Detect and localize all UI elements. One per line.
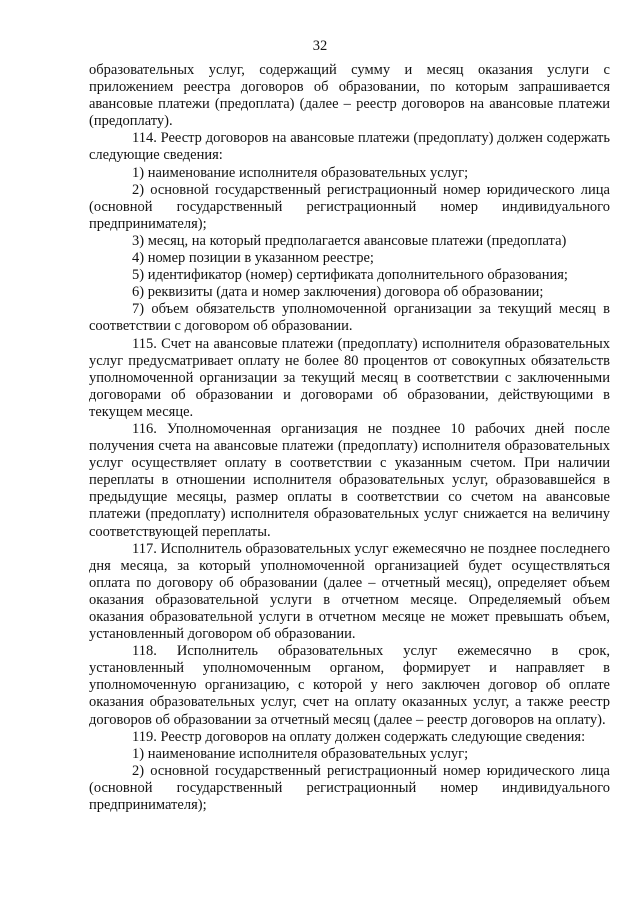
list-item: 4) номер позиции в указанном реестре; — [132, 250, 374, 267]
list-item: 2) основной государственный регистрационный номер юридического лица (основной государственный регистрационный номер индивидуального предпринимателя); — [89, 762, 610, 814]
paragraph-117: 117. Исполнитель образовательных услуг ежемесячно не позднее последнего дня месяца, за который уполномоченной организацией будет осуществляться оплата по договору об образовании (далее – отчетный месяц), определяет объем оказания образовательной услуги в отчетном месяце. Определяемый объем оказания образовательной услуги в отчетном месяце не может превышать объем, установленный договором об образовании. — [89, 540, 610, 643]
paragraph-114: 114. Реестр договоров на авансовые платежи (предоплату) должен содержать следующие сведения: — [89, 130, 610, 164]
document-body — [89, 62, 610, 814]
list-item: 6) реквизиты (дата и номер заключения) договора об образовании; — [132, 284, 544, 301]
list-item: 2) основной государственный регистрационный номер юридического лица (основной государственный регистрационный номер индивидуального предпринимателя); — [89, 181, 610, 232]
page-number: 32 — [312, 38, 328, 54]
list-item: 3) месяц, на который предполагается авансовые платежи (предоплата) — [132, 232, 567, 249]
paragraph-119: 119. Реестр договоров на оплату должен содержать следующие сведения: — [132, 728, 586, 745]
paragraph: образовательных услуг, содержащий сумму и месяц оказания услуги с приложением реестра договоров об образовании, по которым запрашивается авансовые платежи (предоплата) (далее – реестр договоров на авансовые платежи (предоплату). — [89, 62, 610, 130]
list-item: 7) объем обязательств уполномоченной организации за текущий месяц в соответствии с договором об образовании. — [89, 301, 610, 335]
paragraph-115: 115. Счет на авансовые платежи (предоплату) исполнителя образовательных услуг предусматривает оплату не более 80 процентов от совокупных обязательств уполномоченной организации за текущий месяц в соответствии с заключенными договорами об образовании и договорами об образовании, действующими в текущем месяце. — [89, 335, 610, 420]
paragraph-118: 118. Исполнитель образовательных услуг ежемесячно в срок, установленный уполномоченным органом, формирует и направляет в уполномоченную организацию, с которой у него заключен договор об оплате оказания образовательных услуг, счет на оплату оказанных услуг, а также реестр договоров об образовании за отчетный месяц (далее – реестр договоров на оплату). — [89, 643, 610, 728]
list-item: 1) наименование исполнителя образовательных услуг; — [132, 745, 469, 762]
paragraph-116: 116. Уполномоченная организация не позднее 10 рабочих дней после получения счета на авансовые платежи (предоплату) исполнителя образовательных услуг осуществляет оплату в соответствии с указанным счетом. При наличии переплаты в отношении исполнителя образовательных услуг, образовавшейся в предыдущие месяцы, размер оплаты в соответствии со счетом на авансовые платежи (предоплату) исполнителя образовательных услуг снижается на величину соответствующей переплаты. — [89, 420, 610, 540]
list-item: 5) идентификатор (номер) сертификата дополнительного образования; — [132, 267, 568, 284]
list-item: 1) наименование исполнителя образовательных услуг; — [132, 164, 469, 181]
